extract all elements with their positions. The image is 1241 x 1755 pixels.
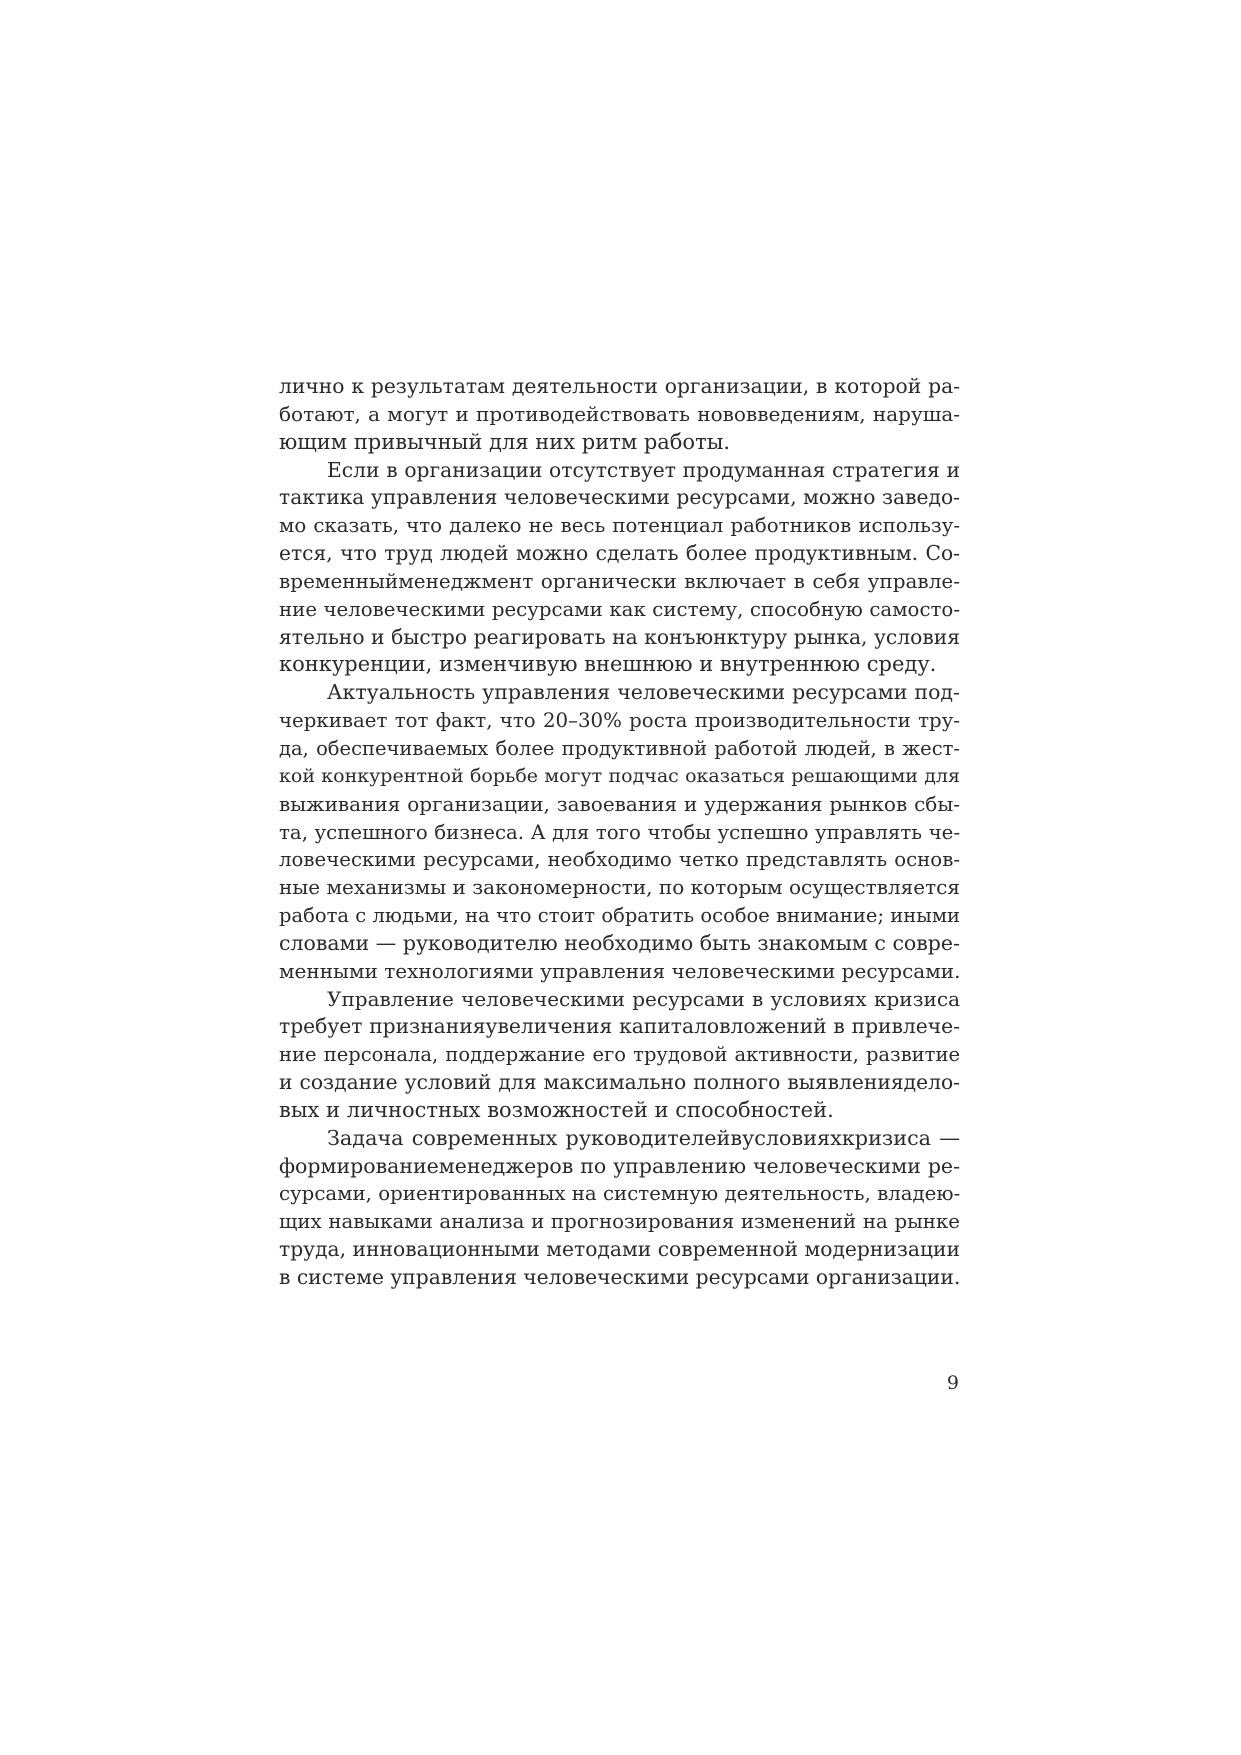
text-line: менными технологиями управления человеческими ресурсами. — [279, 958, 961, 983]
text-line: сурсами, ориентированных на системную деятельность, владею- — [279, 1182, 961, 1206]
text-line: в системе управления человеческими ресурсами организации. — [279, 1265, 961, 1289]
text-line: ется, что труд людей можно сделать более продуктивным. Со- — [279, 541, 960, 566]
paragraph-first-line: Актуальность управления человеческими ресурсами под- — [327, 680, 960, 705]
text-line: лично к результатам деятельности организации, в которой ра- — [279, 374, 960, 398]
text-line: и создание условий для максимально полного выявленияделo- — [279, 1070, 960, 1095]
text-line: формированиеменеджеров по управлению человеческими ре- — [279, 1153, 960, 1178]
text-line: ятельно и быстро реагировать на конъюнктуру рынка, условия — [279, 624, 960, 649]
text-line: щих навыками анализа и прогнозирования изменений на рынке — [279, 1210, 960, 1234]
text-line: ющим привычный для них ритм работы. — [279, 429, 731, 454]
text-line: ные механизмы и закономерности, по которым осуществляется — [279, 875, 960, 900]
text-line: вых и личностных возможностей и способностей. — [279, 1097, 834, 1122]
text-line: временныйменеджмент органически включает в себя управле- — [279, 568, 960, 593]
text-line: словами — руководителю необходимо быть знакомым с совре- — [279, 930, 960, 955]
text-line: черкивает тот факт, что 20–30% роста производительности тру- — [279, 709, 960, 733]
text-line: мо сказать, что далеко не весь потенциал работников использу- — [279, 514, 960, 538]
text-line: тактика управления человеческими ресурсами, можно заведо- — [279, 485, 960, 510]
paragraph-first-line: Если в организации отсутствует продуманная стратегия и — [327, 457, 960, 482]
text-line: работа с людьми, на что стоит обратить особое внимание; иными — [279, 904, 960, 928]
text-line: да, обеспечиваемых более продуктивной работой людей, в жест- — [279, 736, 960, 760]
text-line: кой конкурентной борьбе могут подчас оказаться решающими для — [279, 764, 960, 787]
text-line: ние персонала, поддержание его трудовой активности, развитие — [279, 1043, 960, 1067]
text-line: ловеческими ресурсами, необходимо четко представлять основ- — [279, 848, 960, 872]
text-line: ботают, а могут и противодействовать нововведениям, наруша- — [279, 401, 960, 426]
text-line: требует признанияувеличения капиталовложений в привлече- — [279, 1014, 960, 1039]
page-number: 9 — [946, 1372, 959, 1394]
text-line: труда, инновационными методами современной модернизации — [279, 1237, 960, 1262]
body-text — [279, 373, 960, 1292]
paragraph-first-line: Задача современных руководителейвусловияхкризиса — — [327, 1125, 960, 1150]
text-line: выживания организации, завоевания и удержания рынков сбы- — [279, 791, 960, 816]
paragraph-first-line: Управление человеческими ресурсами в условиях кризиса — [327, 986, 960, 1011]
text-line: та, успешного бизнеса. А для того чтобы успешно управлять че- — [279, 820, 960, 844]
text-line: конкуренции, изменчивую внешнюю и внутреннюю среду. — [279, 652, 937, 677]
text-line: ние человеческими ресурсами как систему, способную самосто- — [279, 597, 960, 621]
